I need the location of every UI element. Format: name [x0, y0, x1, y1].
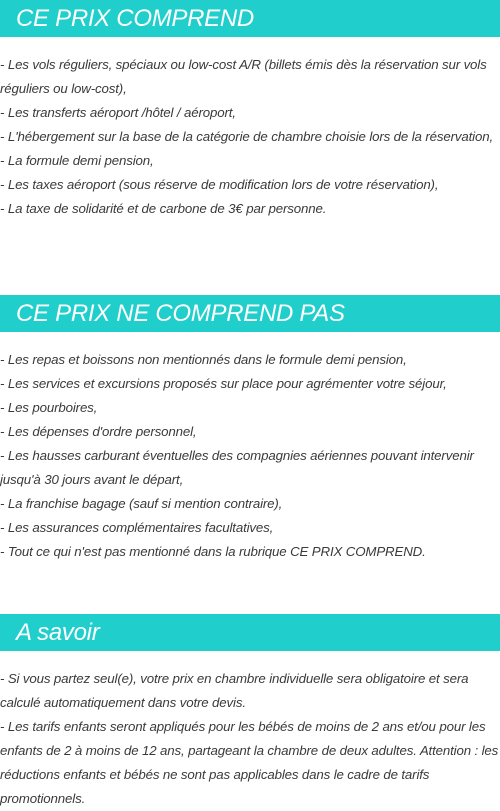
excludes-item-meals: - Les repas et boissons non mentionnés dans le formule demi pension,: [0, 352, 407, 367]
section-title-includes: CE PRIX COMPREND: [0, 0, 500, 37]
includes-item-transfers: - Les transferts aéroport /hôtel / aéroport,: [0, 105, 236, 120]
good-to-know-item-single: - Si vous partez seul(e), votre prix en chambre individuelle sera obligatoire et sera calculé automatiquement dans votre devis.: [0, 671, 469, 710]
excludes-item-fuel-surcharge: - Les hausses carburant éventuelles des compagnies aériennes pouvant intervenir jusqu'à 30 jours avant le départ,: [0, 448, 474, 487]
excludes-item-insurance: - Les assurances complémentaires facultatives,: [0, 520, 274, 535]
section-title-excludes: CE PRIX NE COMPREND PAS: [0, 295, 500, 332]
excludes-item-personal-expenses: - Les dépenses d'ordre personnel,: [0, 424, 197, 439]
excludes-list: [0, 348, 500, 564]
includes-item-airport-taxes: - Les taxes aéroport (sous réserve de modification lors de votre réservation),: [0, 177, 439, 192]
includes-item-solidarity-tax: - La taxe de solidarité et de carbone de 3€ par personne.: [0, 201, 327, 216]
section-title-good-to-know: A savoir: [0, 614, 500, 651]
includes-item-half-board: - La formule demi pension,: [0, 153, 154, 168]
includes-list: [0, 53, 500, 221]
good-to-know-item-child-rates: - Les tarifs enfants seront appliqués pour les bébés de moins de 2 ans et/ou pour les enfants de 2 à moins de 12 ans, partageant la chambre de deux adultes. Attention : les réductions enfants et bébés ne sont pas applicables dans le cadre de tarifs promotionnels.: [0, 719, 499, 806]
excludes-item-tips: - Les pourboires,: [0, 400, 98, 415]
includes-item-flights: - Les vols réguliers, spéciaux ou low-cost A/R (billets émis dès la réservation sur vols réguliers ou low-cost),: [0, 57, 487, 96]
includes-item-accommodation: - L'hébergement sur la base de la catégorie de chambre choisie lors de la réservation,: [0, 129, 493, 144]
excludes-item-other: - Tout ce qui n'est pas mentionné dans la rubrique CE PRIX COMPREND.: [0, 544, 426, 559]
excludes-item-excursions: - Les services et excursions proposés sur place pour agrémenter votre séjour,: [0, 376, 447, 391]
excludes-item-baggage: - La franchise bagage (sauf si mention contraire),: [0, 496, 283, 511]
good-to-know-list: [0, 667, 500, 811]
